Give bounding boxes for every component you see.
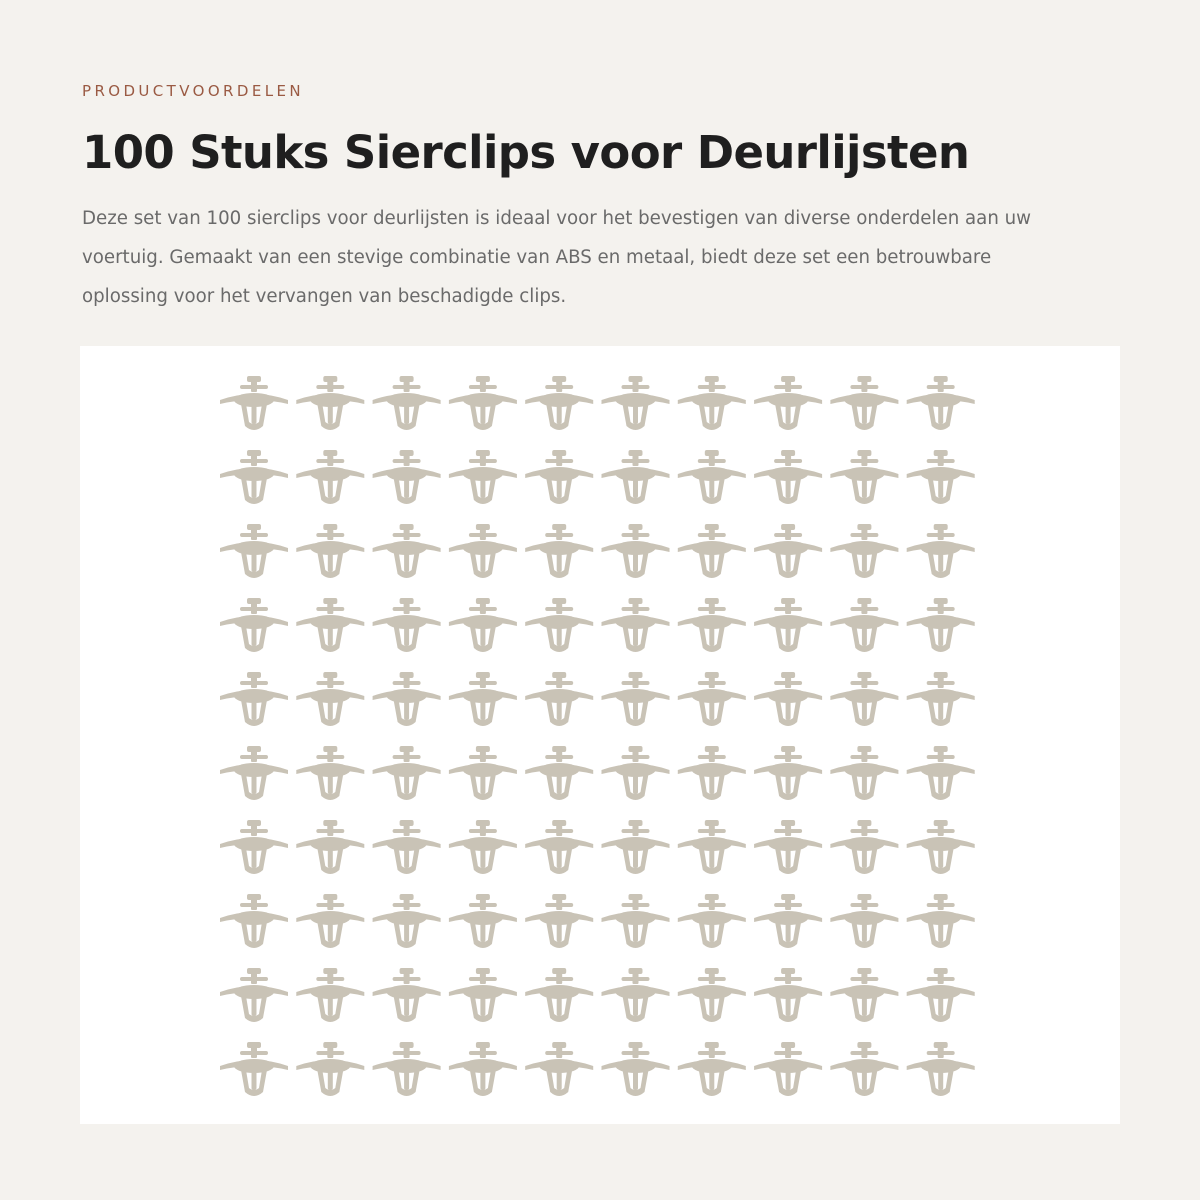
trim-clip-icon xyxy=(678,524,746,578)
trim-clip-icon xyxy=(449,376,517,430)
trim-clip-icon xyxy=(602,894,670,948)
trim-clip-icon xyxy=(754,672,822,726)
trim-clip-icon xyxy=(602,598,670,652)
trim-clip-icon xyxy=(449,450,517,504)
trim-clip-icon xyxy=(907,450,975,504)
clip-grid xyxy=(80,346,1120,1124)
trim-clip-icon xyxy=(220,968,288,1022)
trim-clip-icon xyxy=(907,746,975,800)
trim-clip-icon xyxy=(449,894,517,948)
trim-clip-icon xyxy=(449,524,517,578)
trim-clip-icon xyxy=(754,598,822,652)
trim-clip-icon xyxy=(296,524,364,578)
trim-clip-icon xyxy=(907,524,975,578)
trim-clip-icon xyxy=(296,968,364,1022)
trim-clip-icon xyxy=(525,746,593,800)
trim-clip-icon xyxy=(373,820,441,874)
trim-clip-icon xyxy=(373,968,441,1022)
trim-clip-icon xyxy=(602,524,670,578)
trim-clip-icon xyxy=(754,450,822,504)
trim-clip-icon xyxy=(449,968,517,1022)
trim-clip-icon xyxy=(525,1042,593,1096)
trim-clip-icon xyxy=(220,598,288,652)
trim-clip-icon xyxy=(830,598,898,652)
trim-clip-icon xyxy=(296,376,364,430)
trim-clip-icon xyxy=(830,672,898,726)
trim-clip-icon xyxy=(830,894,898,948)
trim-clip-icon xyxy=(602,820,670,874)
trim-clip-icon xyxy=(373,598,441,652)
trim-clip-icon xyxy=(907,894,975,948)
trim-clip-icon xyxy=(678,820,746,874)
trim-clip-icon xyxy=(602,1042,670,1096)
trim-clip-icon xyxy=(602,746,670,800)
trim-clip-icon xyxy=(678,1042,746,1096)
trim-clip-icon xyxy=(373,894,441,948)
trim-clip-icon xyxy=(373,376,441,430)
trim-clip-icon xyxy=(754,524,822,578)
trim-clip-icon xyxy=(296,746,364,800)
trim-clip-icon xyxy=(220,894,288,948)
trim-clip-icon xyxy=(525,450,593,504)
trim-clip-icon xyxy=(907,672,975,726)
trim-clip-icon xyxy=(525,376,593,430)
trim-clip-icon xyxy=(220,746,288,800)
trim-clip-icon xyxy=(449,820,517,874)
trim-clip-icon xyxy=(449,672,517,726)
product-description: Deze set van 100 sierclips voor deurlijsten is ideaal voor het bevestigen van diverse onderdelen aan uw voertuig. Gemaakt van een stevige combinatie van ABS en metaal, biedt deze set een betrouwbare oplossing voor het vervangen van beschadigde clips. xyxy=(82,208,1032,307)
trim-clip-icon xyxy=(754,746,822,800)
trim-clip-icon xyxy=(830,1042,898,1096)
trim-clip-icon xyxy=(678,968,746,1022)
trim-clip-icon xyxy=(907,820,975,874)
trim-clip-icon xyxy=(830,820,898,874)
trim-clip-icon xyxy=(373,672,441,726)
trim-clip-icon xyxy=(296,894,364,948)
trim-clip-icon xyxy=(373,524,441,578)
trim-clip-icon xyxy=(907,968,975,1022)
trim-clip-icon xyxy=(220,1042,288,1096)
trim-clip-icon xyxy=(602,672,670,726)
trim-clip-icon xyxy=(678,450,746,504)
trim-clip-icon xyxy=(296,450,364,504)
trim-clip-icon xyxy=(602,450,670,504)
trim-clip-icon xyxy=(296,820,364,874)
page-title: 100 Stuks Sierclips voor Deurlijsten xyxy=(82,126,970,179)
trim-clip-icon xyxy=(754,820,822,874)
trim-clip-icon xyxy=(830,746,898,800)
trim-clip-icon xyxy=(907,598,975,652)
trim-clip-icon xyxy=(525,968,593,1022)
trim-clip-icon xyxy=(220,524,288,578)
trim-clip-icon xyxy=(449,598,517,652)
trim-clip-icon xyxy=(296,1042,364,1096)
trim-clip-icon xyxy=(830,968,898,1022)
trim-clip-icon xyxy=(449,1042,517,1096)
trim-clip-icon xyxy=(678,672,746,726)
trim-clip-icon xyxy=(525,820,593,874)
trim-clip-icon xyxy=(754,968,822,1022)
trim-clip-icon xyxy=(678,894,746,948)
trim-clip-icon xyxy=(220,376,288,430)
trim-clip-icon xyxy=(296,598,364,652)
trim-clip-icon xyxy=(525,598,593,652)
trim-clip-icon xyxy=(525,524,593,578)
trim-clip-icon xyxy=(373,1042,441,1096)
trim-clip-icon xyxy=(907,1042,975,1096)
trim-clip-icon xyxy=(525,672,593,726)
trim-clip-icon xyxy=(754,894,822,948)
trim-clip-icon xyxy=(220,450,288,504)
trim-clip-icon xyxy=(373,746,441,800)
trim-clip-icon xyxy=(678,746,746,800)
trim-clip-icon xyxy=(449,746,517,800)
trim-clip-icon xyxy=(602,376,670,430)
section-label: PRODUCTVOORDELEN xyxy=(82,82,304,100)
trim-clip-icon xyxy=(296,672,364,726)
trim-clip-icon xyxy=(602,968,670,1022)
trim-clip-icon xyxy=(220,820,288,874)
trim-clip-icon xyxy=(220,672,288,726)
trim-clip-icon xyxy=(754,1042,822,1096)
trim-clip-icon xyxy=(830,376,898,430)
trim-clip-icon xyxy=(678,376,746,430)
trim-clip-icon xyxy=(830,450,898,504)
trim-clip-icon xyxy=(525,894,593,948)
trim-clip-icon xyxy=(678,598,746,652)
product-image xyxy=(80,346,1120,1124)
trim-clip-icon xyxy=(907,376,975,430)
trim-clip-icon xyxy=(754,376,822,430)
trim-clip-icon xyxy=(373,450,441,504)
trim-clip-icon xyxy=(830,524,898,578)
